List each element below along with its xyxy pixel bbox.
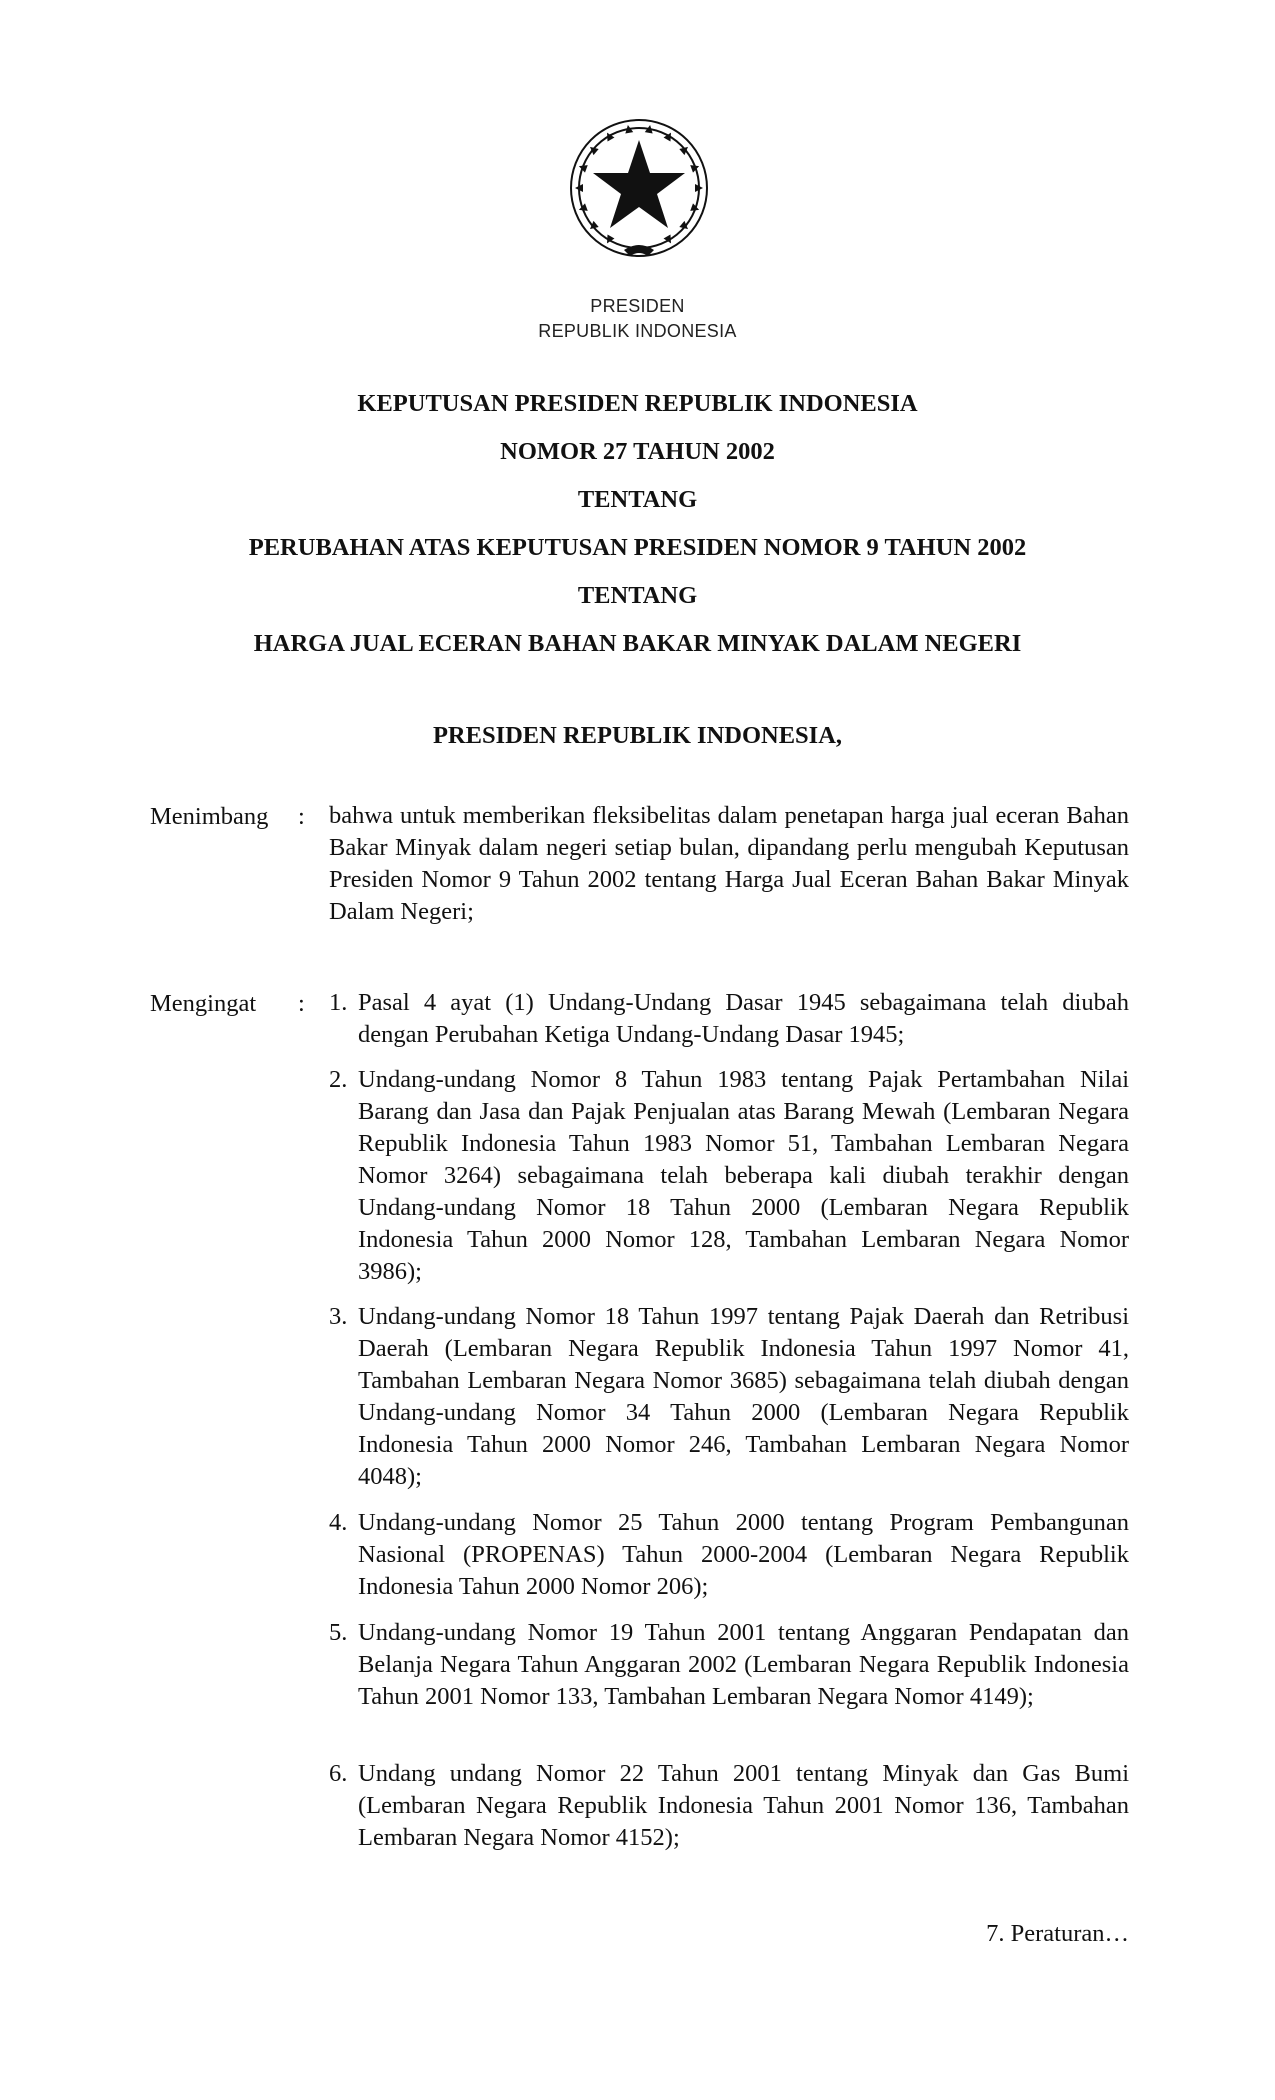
list-item-number: 3. bbox=[329, 1303, 348, 1330]
page-continuation: 7. Peraturan… bbox=[986, 1920, 1129, 1947]
list-item-number: 2. bbox=[329, 1066, 348, 1093]
list-item-number: 6. bbox=[329, 1760, 348, 1787]
list-item-text: Undang-undang Nomor 19 Tahun 2001 tentang Anggaran Pendapatan dan Belanja Negara Tahun Anggaran 2002 (Lembaran Negara Republik Indonesia Tahun 2001 Nomor 133, Tambahan Lembaran Negara Nomor 4149); bbox=[358, 1619, 1129, 1710]
decree-amendment-subject: PERUBAHAN ATAS KEPUTUSAN PRESIDEN NOMOR 9 TAHUN 2002 bbox=[248, 534, 1027, 561]
list-item bbox=[329, 1507, 1129, 1603]
list-item bbox=[329, 987, 1129, 1051]
menimbang-label: Menimbang bbox=[150, 803, 269, 830]
list-item-text: Undang-undang Nomor 8 Tahun 1983 tentang Pajak Pertambahan Nilai Barang dan Jasa dan Pajak Penjualan atas Barang Mewah (Lembaran Negara Republik Indonesia Tahun 1983 Nomor 51, Tambahan Lembaran Negara Nomor 3264) sebagaimana telah beberapa kali diubah terakhir dengan Undang-undang Nomor 18 Tahun 2000 (Lembaran Negara Republik Indonesia Tahun 2000 Nomor 128, Tambahan Lembaran Negara Nomor 3986); bbox=[358, 1066, 1129, 1285]
decree-title: KEPUTUSAN PRESIDEN REPUBLIK INDONESIA bbox=[357, 390, 918, 417]
list-item bbox=[329, 1064, 1129, 1288]
issuer-line-president: PRESIDEN bbox=[590, 296, 685, 316]
list-item bbox=[329, 1301, 1129, 1493]
mengingat-label: Mengingat bbox=[150, 990, 257, 1017]
garuda-star-emblem-icon bbox=[558, 110, 720, 272]
list-item-number: 5. bbox=[329, 1619, 348, 1646]
list-item-text: Pasal 4 ayat (1) Undang-Undang Dasar 1945 sebagaimana telah diubah dengan Perubahan Ketiga Undang-Undang Dasar 1945; bbox=[358, 989, 1129, 1048]
mengingat-colon: : bbox=[298, 990, 305, 1017]
decree-subject: HARGA JUAL ECERAN BAHAN BAKAR MINYAK DALAM NEGERI bbox=[253, 630, 1022, 657]
decree-about: TENTANG bbox=[577, 486, 698, 513]
decree-about-2: TENTANG bbox=[577, 582, 698, 609]
issuer-line-republic: REPUBLIK INDONESIA bbox=[538, 321, 737, 341]
list-item bbox=[329, 1758, 1129, 1854]
decree-authority: PRESIDEN REPUBLIK INDONESIA, bbox=[432, 722, 843, 749]
decree-number: NOMOR 27 TAHUN 2002 bbox=[500, 438, 775, 465]
list-item-number: 4. bbox=[329, 1509, 348, 1536]
menimbang-text: bahwa untuk memberikan fleksibelitas dalam penetapan harga jual eceran Bahan Bakar Minyak dalam negeri setiap bulan, dipandang perlu mengubah Keputusan Presiden Nomor 9 Tahun 2002 tentang Harga Jual Eceran Bahan Bakar Minyak Dalam Negeri; bbox=[329, 802, 1129, 925]
menimbang-colon: : bbox=[298, 803, 305, 830]
list-item-text: Undang-undang Nomor 18 Tahun 1997 tentang Pajak Daerah dan Retribusi Daerah (Lembaran Negara Republik Indonesia Tahun 1997 Nomor 41, Tambahan Lembaran Negara Nomor 3685) sebagaimana telah diubah dengan Undang-undang Nomor 34 Tahun 2000 (Lembaran Negara Republik Indonesia Tahun 2000 Nomor 246, Tambahan Lembaran Negara Nomor 4048); bbox=[358, 1303, 1129, 1490]
list-item bbox=[329, 1617, 1129, 1713]
list-item-text: Undang-undang Nomor 25 Tahun 2000 tentang Program Pembangunan Nasional (PROPENAS) Tahun 2000-2004 (Lembaran Negara Republik Indonesia Tahun 2000 Nomor 206); bbox=[358, 1509, 1129, 1600]
list-item-text: Undang undang Nomor 22 Tahun 2001 tentang Minyak dan Gas Bumi (Lembaran Negara Republik Indonesia Tahun 2001 Nomor 136, Tambahan Lembaran Negara Nomor 4152); bbox=[358, 1760, 1129, 1851]
list-item-number: 1. bbox=[329, 989, 348, 1016]
